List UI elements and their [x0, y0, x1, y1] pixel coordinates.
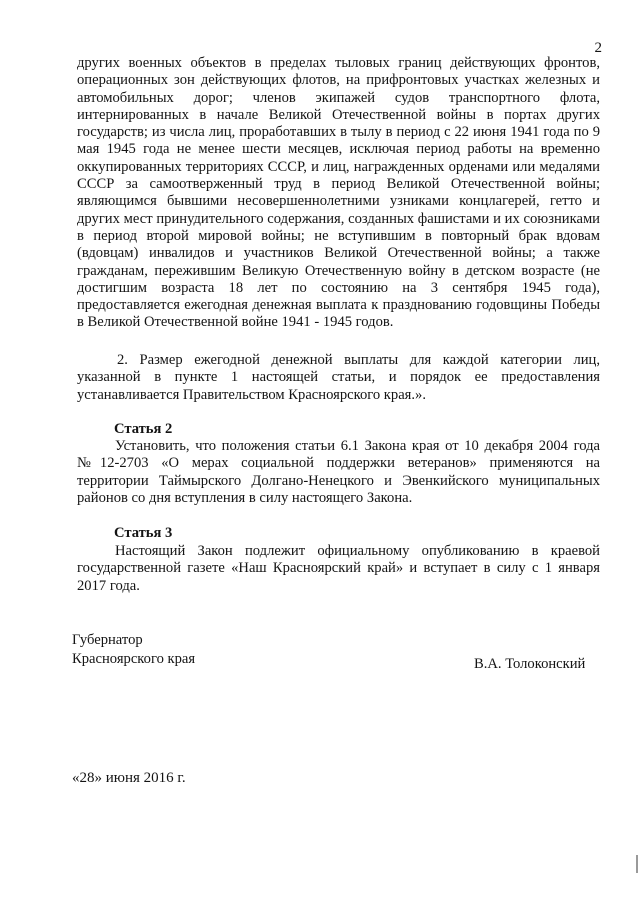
paragraph-item-2: 2. Размер ежегодной денежной выплаты для каждой категории лиц, указанной в пункте 1 настоящей статьи, и порядок ее предоставления устанавливается Правительством Красноярского края.».: [77, 352, 600, 403]
article-2-text: Установить, что положения статьи 6.1 Закона края от 10 декабря 2004 года №12-2703 «О мерах социальной поддержки ветеранов» применяются на территории Таймырского Долгано-Ненецкого и Эвенкийского муниципальных районов со дня вступления в силу настоящего Закона.: [77, 438, 600, 506]
page-number: 2: [594, 40, 602, 56]
paragraph-continuation: других военных объектов в пределах тыловых границ действующих фронтов, операционных зон действующих флотов, на прифронтовых участках железных и автомобильных дорог; членов экипажей судов транспортного флота, интернированных в начале Великой Отечественной войны в портах других государств; из числа лиц, проработавших в тылу в период с 22 июня 1941 года по 9 мая 1945 года не менее шести месяцев, исключая период работы на временно оккупированных территориях СССР, и лиц, награжденных орденами или медалями СССР за самоотверженный труд в период Великой Отечественной войны; являющимся бывшими несовершеннолетними узниками концлагерей, гетто и других мест принудительного содержания, созданных фашистами и их союзниками в период второй мировой войны; не вступившим в повторный брак вдовам (вдовцам) инвалидов и участников Великой Отечественной войны; а также гражданам, пережившим Великую Отечественную войну в детском возрасте (не достигшим возраста 18 лет по состоянию на 3 сентября 1945 года), предоставляется ежегодная денежная выплата к празднованию годовщины Победы в Великой Отечественной войне 1941 - 1945 годов.: [77, 55, 600, 331]
article-2-heading: Статья 2: [114, 421, 173, 437]
signatory-title-line-2: Красноярского края: [72, 651, 196, 667]
article-3-text: Настоящий Закон подлежит официальному опубликованию в краевой государственной газете «Наш Красноярский край» и вступает в силу с 1 января 2017 года.: [77, 543, 600, 594]
signatory-title: [72, 631, 195, 669]
signatory-name: В.А. Толоконский: [474, 656, 586, 672]
article-3-heading: Статья 3: [114, 525, 173, 541]
scan-edge-mark: [636, 855, 638, 873]
document-date: «28» июня 2016 г.: [72, 770, 186, 786]
signatory-title-line-1: Губернатор: [72, 632, 143, 648]
